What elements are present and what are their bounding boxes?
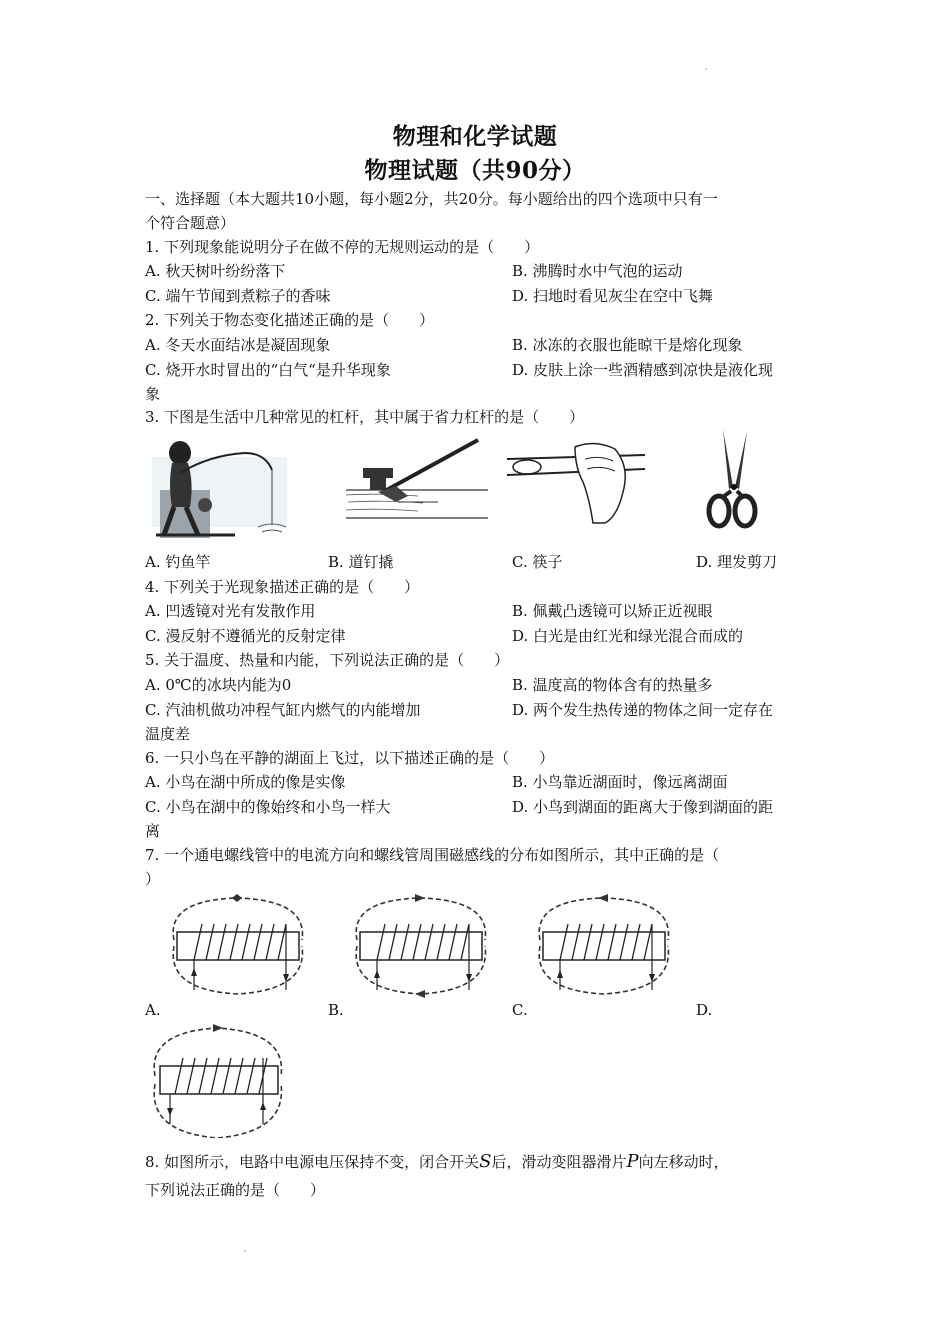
fishing-rod-figure (150, 435, 295, 547)
q2-option-c: C. 烧开水时冒出的“白气“是升华现象 (145, 361, 391, 379)
page-subtitle: 物理试题（共90分） (364, 157, 586, 184)
q3-option-b: B. 道钉撬 (328, 553, 394, 571)
scan-dot (705, 68, 707, 70)
q4-stem: 4. 下列关于光现象描述正确的是（ ） (145, 578, 420, 596)
q8-stem: 8. 如图所示，电路中电源电压保持不变，闭合开关S后，滑动变阻器滑片P向左移动时， (145, 1151, 729, 1172)
q7-option-a: A. (145, 1001, 161, 1019)
page-title: 物理和化学试题 (392, 123, 558, 150)
scan-dot (244, 1250, 246, 1252)
switch-symbol: S (479, 1151, 492, 1172)
q4-option-b: B. 佩戴凸透镜可以矫正近视眼 (512, 602, 713, 620)
q2-option-b: B. 冰冻的衣服也能晾干是熔化现象 (512, 336, 743, 354)
q5-option-d-cont: 温度差 (145, 725, 191, 743)
solenoid-figure-c (528, 890, 683, 1002)
q6-option-d: D. 小鸟到湖面的距离大于像到湖面的距 (512, 798, 774, 816)
q7-stem: 7. 一个通电螺线管中的电流方向和螺线管周围磁感线的分布如图所示，其中正确的是（ (145, 846, 720, 864)
q3-option-a: A. 钓鱼竿 (145, 553, 211, 571)
q2-option-d: D. 皮肤上涂一些酒精感到凉快是液化现 (512, 361, 774, 379)
scissors-figure (695, 425, 770, 537)
q3-stem: 3. 下图是生活中几种常见的杠杆，其中属于省力杠杆的是（ ） (145, 408, 585, 426)
q6-option-a: A. 小鸟在湖中所成的像是实像 (145, 773, 346, 791)
section-instruction-cont: 个符合题意） (145, 214, 236, 232)
q1-option-c: C. 端午节闻到煮粽子的香味 (145, 287, 331, 305)
q7-option-d: D. (696, 1001, 713, 1019)
q2-stem: 2. 下列关于物态变化描述正确的是（ ） (145, 311, 435, 329)
q7-option-b: B. (328, 1001, 344, 1019)
q2-option-d-cont: 象 (145, 385, 161, 403)
q1-option-a: A. 秋天树叶纷纷落下 (145, 262, 286, 280)
crowbar-figure (338, 430, 493, 540)
q4-option-c: C. 漫反射不遵循光的反射定律 (145, 627, 346, 645)
q8-stem-cont: 下列说法正确的是（ ） (145, 1181, 326, 1199)
q4-option-d: D. 白光是由红光和绿光混合而成的 (512, 627, 744, 645)
q6-option-c: C. 小鸟在湖中的像始终和小鸟一样大 (145, 798, 391, 816)
q2-option-a: A. 冬天水面结冰是凝固现象 (145, 336, 331, 354)
q5-option-d: D. 两个发生热传递的物体之间一定存在 (512, 701, 774, 719)
q6-stem: 6. 一只小鸟在平静的湖面上飞过，以下描述正确的是（ ） (145, 749, 555, 767)
solenoid-figure-b (345, 890, 500, 1002)
solenoid-figure-d (145, 1020, 295, 1145)
q7-stem-cont: ） (145, 870, 161, 888)
solenoid-figure-a (162, 890, 317, 1002)
q6-option-d-cont: 离 (145, 822, 161, 840)
q7-option-c: C. (512, 1001, 528, 1019)
q5-option-b: B. 温度高的物体含有的热量多 (512, 676, 713, 694)
q1-stem: 1. 下列现象能说明分子在做不停的无规则运动的是（ ） (145, 238, 540, 256)
q6-option-b: B. 小鸟靠近湖面时，像远离湖面 (512, 773, 728, 791)
q3-option-d: D. 理发剪刀 (696, 553, 778, 571)
q1-option-d: D. 扫地时看见灰尘在空中飞舞 (512, 287, 714, 305)
q5-option-a: A. 0℃的冰块内能为0 (145, 676, 292, 694)
q5-stem: 5. 关于温度、热量和内能，下列说法正确的是（ ） (145, 651, 510, 669)
q4-option-a: A. 凹透镜对光有发散作用 (145, 602, 316, 620)
q1-option-b: B. 沸腾时水中气泡的运动 (512, 262, 683, 280)
q3-option-c: C. 筷子 (512, 553, 563, 571)
slider-symbol: P (626, 1151, 639, 1172)
q5-option-c: C. 汽油机做功冲程气缸内燃气的内能增加 (145, 701, 421, 719)
chopsticks-figure (505, 437, 650, 527)
section-instruction: 一、选择题（本大题共10小题，每小题2分，共20分。每小题给出的四个选项中只有一 (145, 190, 718, 208)
